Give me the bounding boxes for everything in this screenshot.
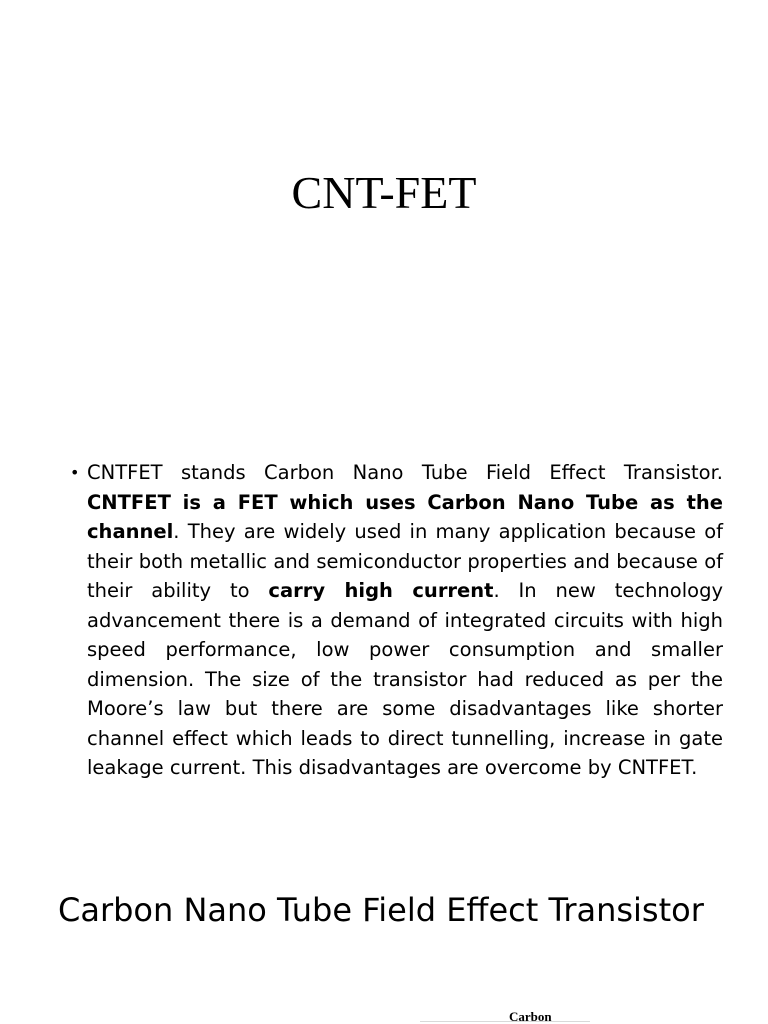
diagram-label: Carbon (509, 1009, 552, 1024)
bullet-text-part-3: . In new technology advancement there is a demand of integrated circuits with high speed performance, low power consumption and smaller dimension. The size of the transistor had reduced as per the Moore’s law but there are some disadvantages like shorter channel effect which leads to direct tunnelling, increase in gate leakage current. This disadvantages are overcome by CNTFET. (87, 579, 723, 779)
bullet-text (87, 458, 723, 783)
section-heading: Carbon Nano Tube Field Effect Transistor (58, 891, 704, 929)
bullet-text-part-2: . They are widely used in many application because of their both metallic and semiconductor properties and because of their ability to (87, 520, 723, 602)
bullet-bold-part-1: CNTFET is a FET which uses Carbon Nano Tube as the channel (87, 490, 723, 543)
bullet-bold-part-2: carry high current (268, 579, 494, 602)
diagram-line (420, 1021, 590, 1022)
bullet-marker: • (70, 463, 80, 482)
slide-title: CNT-FET (291, 167, 477, 218)
bullet-paragraph (70, 458, 723, 783)
bullet-text-part-1: CNTFET stands Carbon Nano Tube Field Effect Transistor. (87, 461, 723, 484)
